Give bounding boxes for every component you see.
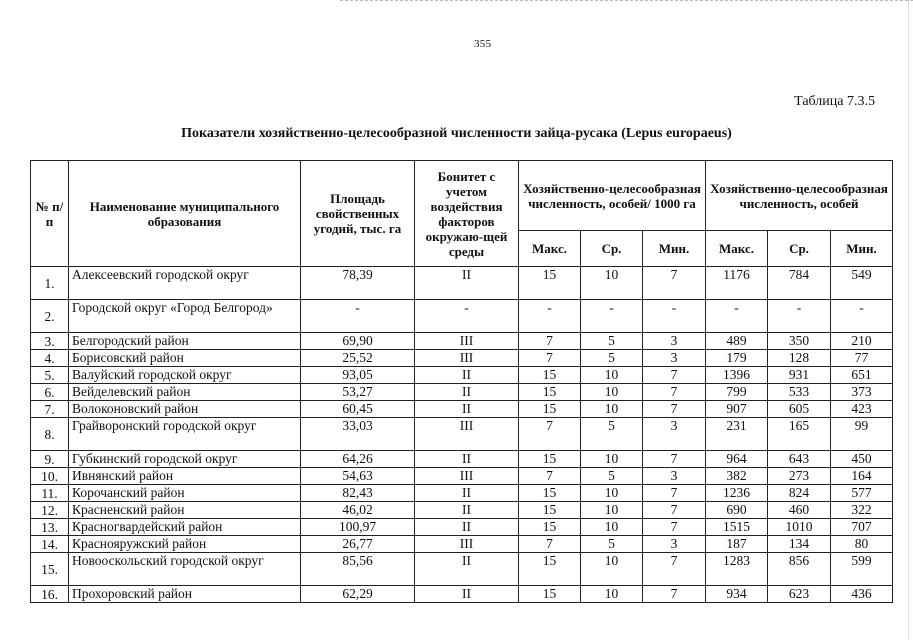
density-min: 7: [643, 502, 706, 519]
municipality-name: Вейделевский район: [69, 384, 301, 401]
density-max: 7: [519, 333, 581, 350]
bonitet-value: -: [415, 300, 519, 333]
total-avg: 134: [768, 536, 831, 553]
bonitet-value: II: [415, 401, 519, 418]
total-max: 1396: [706, 367, 768, 384]
total-avg: 623: [768, 586, 831, 603]
bonitet-value: II: [415, 485, 519, 502]
row-number: 11.: [31, 485, 69, 502]
total-avg: 165: [768, 418, 831, 451]
total-max: 1515: [706, 519, 768, 536]
total-max: 934: [706, 586, 768, 603]
total-max: 907: [706, 401, 768, 418]
total-min: 99: [831, 418, 893, 451]
total-avg: 643: [768, 451, 831, 468]
municipality-name: Белгородский район: [69, 333, 301, 350]
total-min: 577: [831, 485, 893, 502]
row-number: 16.: [31, 586, 69, 603]
row-number: 8.: [31, 418, 69, 451]
density-avg: 5: [581, 468, 643, 485]
total-avg: 931: [768, 367, 831, 384]
area-value: 54,63: [301, 468, 415, 485]
total-max: 964: [706, 451, 768, 468]
density-avg: 10: [581, 553, 643, 586]
density-min: 3: [643, 468, 706, 485]
row-number: 14.: [31, 536, 69, 553]
density-max: 15: [519, 553, 581, 586]
row-number: 10.: [31, 468, 69, 485]
area-value: 100,97: [301, 519, 415, 536]
density-min: 3: [643, 350, 706, 367]
density-max: 15: [519, 267, 581, 300]
density-max: 7: [519, 468, 581, 485]
density-min: 7: [643, 485, 706, 502]
density-avg: 10: [581, 586, 643, 603]
header-density: Хозяйственно-целесообразная численность, особей/ 1000 га: [519, 161, 706, 231]
area-value: 25,52: [301, 350, 415, 367]
area-value: 53,27: [301, 384, 415, 401]
density-avg: 10: [581, 367, 643, 384]
total-min: 210: [831, 333, 893, 350]
table-row: [31, 586, 893, 603]
top-border-line: [340, 0, 913, 1]
density-min: 3: [643, 418, 706, 451]
total-min: 322: [831, 502, 893, 519]
density-max: 15: [519, 401, 581, 418]
bonitet-value: II: [415, 384, 519, 401]
density-min: 7: [643, 586, 706, 603]
total-max: 690: [706, 502, 768, 519]
municipality-name: Корочанский район: [69, 485, 301, 502]
municipality-name: Красненский район: [69, 502, 301, 519]
total-max: 1283: [706, 553, 768, 586]
total-min: 373: [831, 384, 893, 401]
density-avg: 5: [581, 350, 643, 367]
bonitet-value: II: [415, 519, 519, 536]
header-bonitet: Бонитет с учетом воздействия факторов окружаю-щей среды: [415, 161, 519, 267]
table-row: [31, 451, 893, 468]
total-min: 423: [831, 401, 893, 418]
total-min: -: [831, 300, 893, 333]
total-avg: 533: [768, 384, 831, 401]
density-min: 3: [643, 536, 706, 553]
bonitet-value: III: [415, 350, 519, 367]
header-total-avg: Ср.: [768, 231, 831, 267]
total-avg: -: [768, 300, 831, 333]
total-min: 549: [831, 267, 893, 300]
municipality-name: Краснояружский район: [69, 536, 301, 553]
row-number: 4.: [31, 350, 69, 367]
total-min: 651: [831, 367, 893, 384]
density-min: 3: [643, 333, 706, 350]
area-value: 33,03: [301, 418, 415, 451]
header-name: Наименование муниципального образования: [69, 161, 301, 267]
table-row: [31, 350, 893, 367]
area-value: -: [301, 300, 415, 333]
header-density-avg: Ср.: [581, 231, 643, 267]
municipality-name: Городской округ «Город Белгород»: [69, 300, 301, 333]
table-row: [31, 502, 893, 519]
total-max: 1236: [706, 485, 768, 502]
total-max: 1176: [706, 267, 768, 300]
total-min: 450: [831, 451, 893, 468]
municipality-name: Борисовский район: [69, 350, 301, 367]
municipality-name: Волоконовский район: [69, 401, 301, 418]
density-avg: 10: [581, 384, 643, 401]
table-row: [31, 333, 893, 350]
header-num: № п/п: [31, 161, 69, 267]
density-max: 7: [519, 418, 581, 451]
table-row: [31, 367, 893, 384]
density-avg: 10: [581, 502, 643, 519]
area-value: 46,02: [301, 502, 415, 519]
municipality-name: Новооскольский городской округ: [69, 553, 301, 586]
table-row: [31, 468, 893, 485]
bonitet-value: III: [415, 418, 519, 451]
density-max: 15: [519, 519, 581, 536]
row-number: 9.: [31, 451, 69, 468]
municipality-name: Красногвардейский район: [69, 519, 301, 536]
density-min: 7: [643, 401, 706, 418]
density-avg: -: [581, 300, 643, 333]
area-value: 93,05: [301, 367, 415, 384]
density-avg: 5: [581, 418, 643, 451]
row-number: 13.: [31, 519, 69, 536]
total-min: 80: [831, 536, 893, 553]
bonitet-value: II: [415, 451, 519, 468]
density-avg: 10: [581, 401, 643, 418]
area-value: 78,39: [301, 267, 415, 300]
density-min: 7: [643, 553, 706, 586]
density-max: -: [519, 300, 581, 333]
density-avg: 10: [581, 485, 643, 502]
area-value: 64,26: [301, 451, 415, 468]
total-avg: 784: [768, 267, 831, 300]
total-avg: 350: [768, 333, 831, 350]
row-number: 12.: [31, 502, 69, 519]
hare-population-table: [30, 160, 893, 603]
header-density-max: Макс.: [519, 231, 581, 267]
total-avg: 824: [768, 485, 831, 502]
header-total: Хозяйственно-целесообразная численность, особей: [706, 161, 893, 231]
row-number: 1.: [31, 267, 69, 300]
header-area: Площадь свойственных угодий, тыс. га: [301, 161, 415, 267]
total-min: 164: [831, 468, 893, 485]
area-value: 82,43: [301, 485, 415, 502]
total-max: 799: [706, 384, 768, 401]
area-value: 62,29: [301, 586, 415, 603]
total-max: 489: [706, 333, 768, 350]
total-max: -: [706, 300, 768, 333]
table-row: [31, 384, 893, 401]
density-min: 7: [643, 451, 706, 468]
total-max: 187: [706, 536, 768, 553]
bonitet-value: III: [415, 468, 519, 485]
total-max: 382: [706, 468, 768, 485]
density-max: 15: [519, 451, 581, 468]
total-max: 179: [706, 350, 768, 367]
area-value: 26,77: [301, 536, 415, 553]
bonitet-value: II: [415, 586, 519, 603]
total-max: 231: [706, 418, 768, 451]
header-total-min: Мин.: [831, 231, 893, 267]
density-max: 7: [519, 350, 581, 367]
municipality-name: Валуйский городской округ: [69, 367, 301, 384]
density-max: 7: [519, 536, 581, 553]
municipality-name: Губкинский городской округ: [69, 451, 301, 468]
bonitet-value: II: [415, 367, 519, 384]
total-avg: 273: [768, 468, 831, 485]
header-total-max: Макс.: [706, 231, 768, 267]
row-number: 2.: [31, 300, 69, 333]
density-avg: 10: [581, 451, 643, 468]
area-value: 60,45: [301, 401, 415, 418]
bonitet-value: III: [415, 333, 519, 350]
total-avg: 856: [768, 553, 831, 586]
table-row: [31, 519, 893, 536]
table-row: [31, 267, 893, 300]
row-number: 15.: [31, 553, 69, 586]
density-min: 7: [643, 519, 706, 536]
density-min: 7: [643, 367, 706, 384]
row-number: 5.: [31, 367, 69, 384]
table-title: Показатели хозяйственно-целесообразной численности зайца-русака (Lepus europaeus): [181, 126, 732, 141]
bonitet-value: II: [415, 502, 519, 519]
total-min: 599: [831, 553, 893, 586]
total-avg: 460: [768, 502, 831, 519]
municipality-name: Прохоровский район: [69, 586, 301, 603]
header-density-min: Мин.: [643, 231, 706, 267]
bonitet-value: II: [415, 267, 519, 300]
total-avg: 1010: [768, 519, 831, 536]
table-label: Таблица 7.3.5: [794, 94, 875, 109]
municipality-name: Грайворонский городской округ: [69, 418, 301, 451]
table-row: [31, 418, 893, 451]
right-border-line: [908, 0, 909, 640]
bonitet-value: II: [415, 553, 519, 586]
density-max: 15: [519, 367, 581, 384]
row-number: 7.: [31, 401, 69, 418]
total-min: 436: [831, 586, 893, 603]
density-avg: 5: [581, 536, 643, 553]
municipality-name: Алексеевский городской округ: [69, 267, 301, 300]
density-max: 15: [519, 586, 581, 603]
table-row: [31, 401, 893, 418]
density-min: -: [643, 300, 706, 333]
row-number: 3.: [31, 333, 69, 350]
table-row: [31, 300, 893, 333]
density-max: 15: [519, 384, 581, 401]
table-row: [31, 553, 893, 586]
total-avg: 128: [768, 350, 831, 367]
table-row: [31, 536, 893, 553]
bonitet-value: III: [415, 536, 519, 553]
density-min: 7: [643, 267, 706, 300]
table-row: [31, 485, 893, 502]
total-avg: 605: [768, 401, 831, 418]
area-value: 69,90: [301, 333, 415, 350]
total-min: 707: [831, 519, 893, 536]
density-min: 7: [643, 384, 706, 401]
density-avg: 5: [581, 333, 643, 350]
total-min: 77: [831, 350, 893, 367]
area-value: 85,56: [301, 553, 415, 586]
density-avg: 10: [581, 267, 643, 300]
density-max: 15: [519, 485, 581, 502]
municipality-name: Ивнянский район: [69, 468, 301, 485]
density-avg: 10: [581, 519, 643, 536]
row-number: 6.: [31, 384, 69, 401]
page-number: 355: [474, 38, 492, 50]
density-max: 15: [519, 502, 581, 519]
